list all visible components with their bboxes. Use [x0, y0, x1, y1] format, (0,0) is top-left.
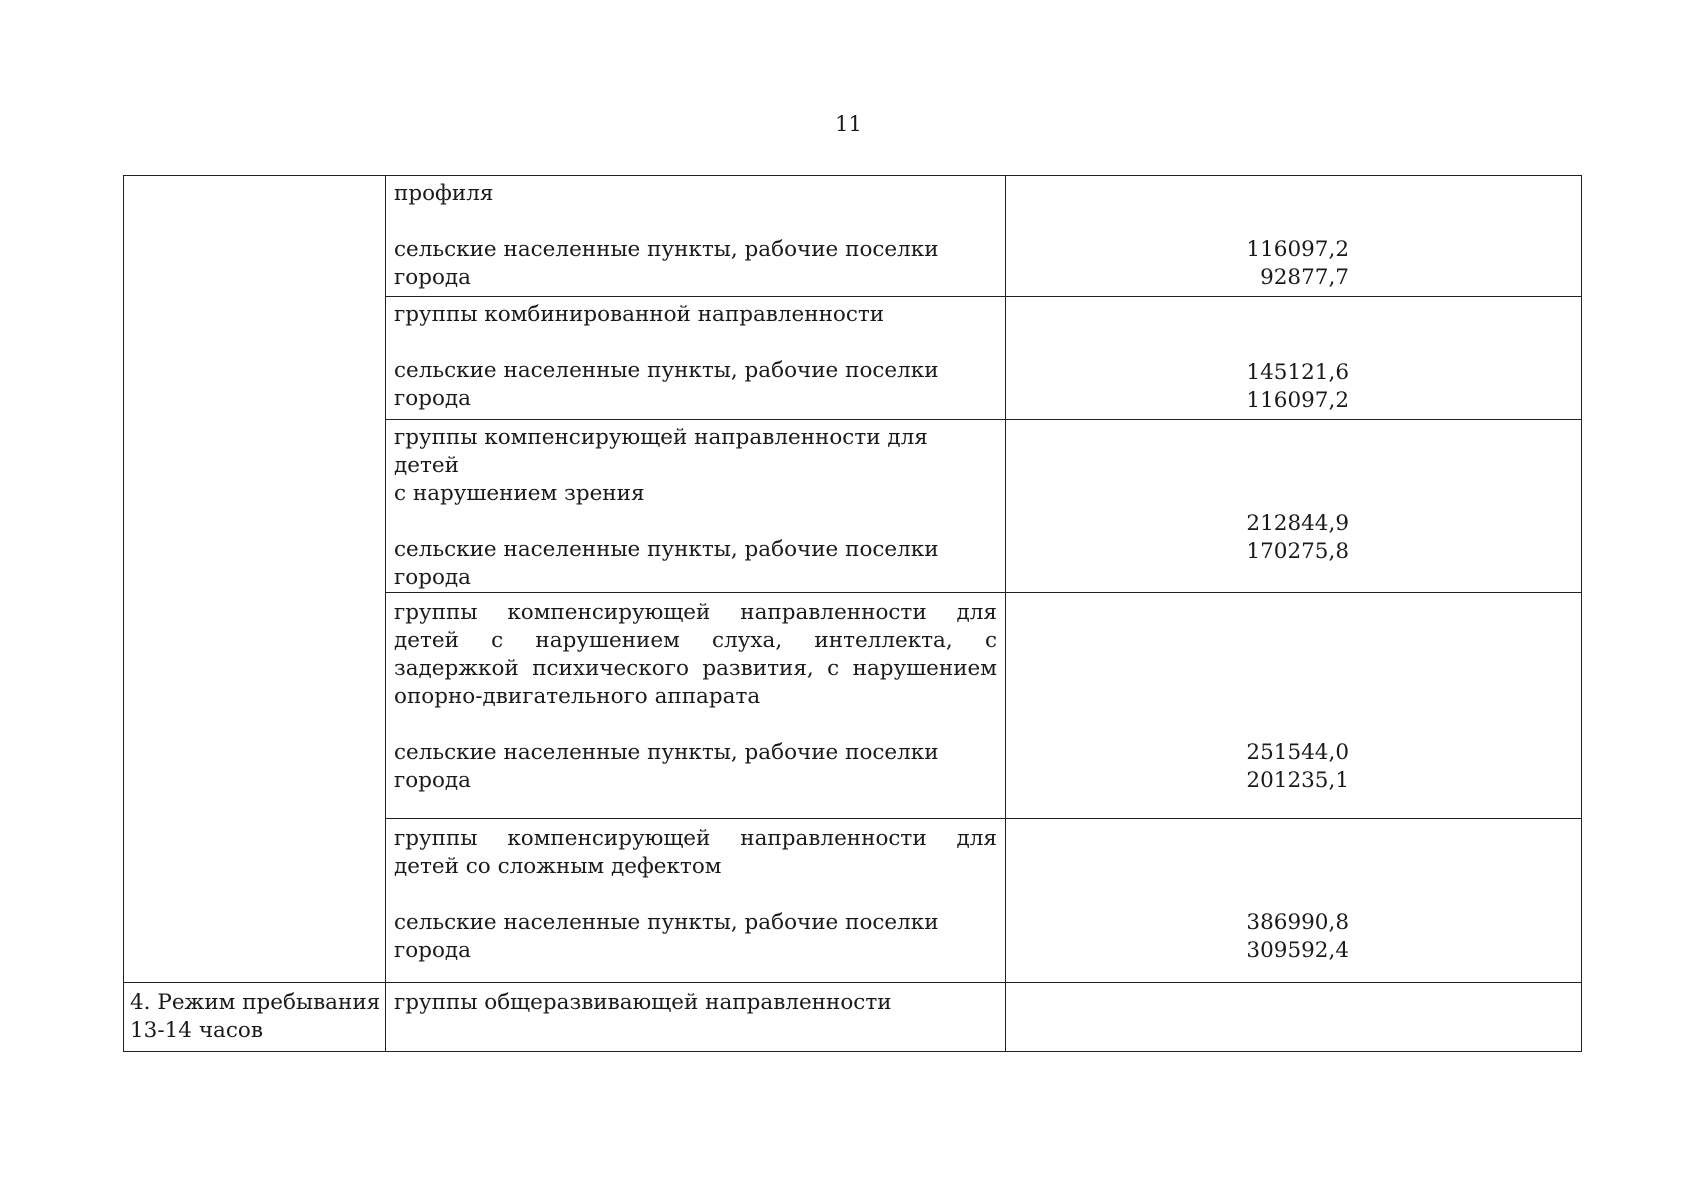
group-heading: группы комбинированной направленности — [394, 302, 885, 327]
description-cell — [386, 176, 1006, 297]
description-cell — [386, 297, 1006, 420]
rural-label: сельские населенные пункты, рабочие поселки — [394, 537, 939, 562]
rural-label: сельские населенные пункты, рабочие поселки — [394, 237, 939, 262]
mode-label: 4. Режим пребывания — [130, 990, 381, 1015]
city-value: 92877,7 — [1260, 265, 1349, 290]
rural-value: 251544,0 — [1246, 740, 1349, 765]
group-heading-continued: с нарушением зрения — [394, 481, 645, 506]
group-heading: группы компенсирующей направленности для детей — [394, 425, 928, 478]
rural-label: сельские населенные пункты, рабочие поселки — [394, 740, 939, 765]
city-label: города — [394, 938, 471, 963]
rural-label: сельские населенные пункты, рабочие поселки — [394, 358, 939, 383]
city-value: 116097,2 — [1246, 388, 1349, 413]
table-row — [124, 176, 1582, 297]
description-cell — [386, 593, 1006, 819]
value-cell — [1006, 983, 1582, 1052]
group-heading: профиля — [394, 181, 494, 206]
page-number: 11 — [835, 112, 862, 136]
table-row — [124, 983, 1582, 1052]
value-cell — [1006, 297, 1582, 420]
city-value: 309592,4 — [1246, 938, 1349, 963]
rural-value: 145121,6 — [1246, 360, 1349, 385]
mode-hours: 13-14 часов — [130, 1018, 263, 1043]
tariff-table — [123, 175, 1582, 1052]
description-cell — [386, 819, 1006, 983]
description-cell — [386, 420, 1006, 593]
value-cell — [1006, 176, 1582, 297]
description-cell — [386, 983, 1006, 1052]
value-cell — [1006, 420, 1582, 593]
group-heading: группы компенсирующей направленности для детей с нарушением слуха, интеллекта, с задержкой психического развития, с нарушением опорно-двигательного аппарата — [394, 600, 997, 709]
city-label: города — [394, 386, 471, 411]
city-value: 170275,8 — [1246, 539, 1349, 564]
value-cell — [1006, 819, 1582, 983]
city-value: 201235,1 — [1246, 768, 1349, 793]
city-label: города — [394, 565, 471, 590]
group-heading: группы компенсирующей направленности для детей со сложным дефектом — [394, 826, 997, 879]
rural-value: 116097,2 — [1246, 237, 1349, 262]
city-label: города — [394, 265, 471, 290]
city-label: города — [394, 768, 471, 793]
rural-value: 212844,9 — [1246, 511, 1349, 536]
rural-value: 386990,8 — [1246, 910, 1349, 935]
value-cell — [1006, 593, 1582, 819]
group-heading: группы общеразвивающей направленности — [394, 990, 892, 1015]
mode-cell — [124, 983, 386, 1052]
mode-cell-empty — [124, 176, 386, 983]
rural-label: сельские населенные пункты, рабочие поселки — [394, 910, 939, 935]
